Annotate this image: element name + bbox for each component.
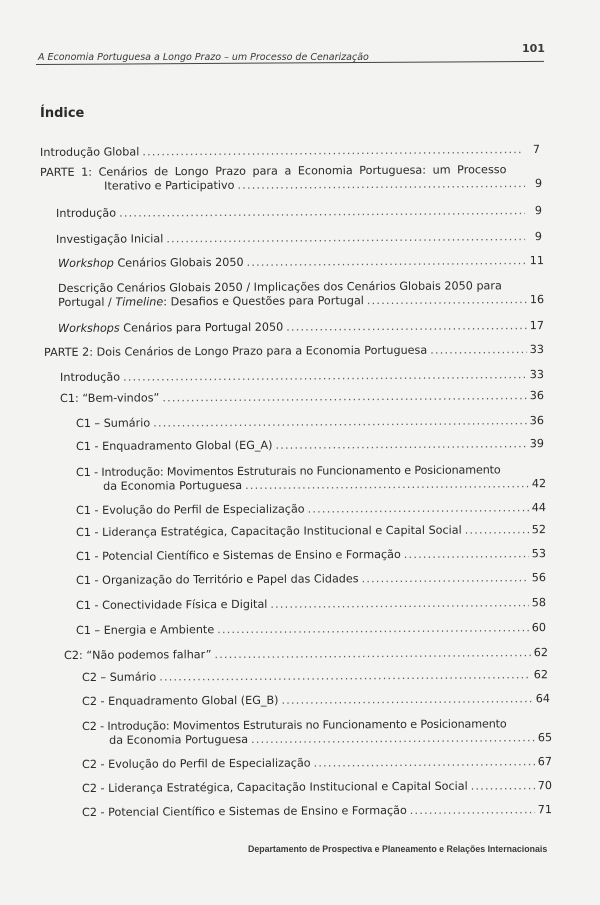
toc-entry-label: C2 - Liderança Estratégica, Capacitação Institucional e Capital Social	[82, 779, 468, 795]
toc-entry-label: C2: “Não podemos falhar”	[64, 648, 212, 662]
leader-dots	[270, 596, 528, 612]
toc-entry-label: C1 - Conectividade Física e Digital	[76, 597, 268, 612]
leader-dots	[465, 523, 529, 537]
leader-dots	[166, 230, 525, 246]
toc-entry[interactable]	[76, 571, 546, 588]
toc-entry-label: C1 - Introdução: Movimentos Estruturais no Funcionamento e Posicionamento	[76, 463, 501, 479]
toc-entry[interactable]	[76, 437, 544, 454]
toc-entry-page: 33	[529, 368, 545, 382]
toc-entry-label: Introdução	[60, 370, 121, 384]
toc-entry[interactable]	[76, 414, 544, 431]
toc-entry[interactable]	[44, 343, 544, 360]
toc-entry-label: C2 - Evolução do Perfil de Especialização	[82, 756, 311, 771]
toc-entry[interactable]	[58, 279, 544, 310]
toc-entry-page: 71	[537, 803, 553, 817]
toc-entry-label-cont: Portugal /	[58, 295, 116, 309]
toc-entry[interactable]	[76, 463, 546, 494]
toc-entry-page: 9	[534, 230, 543, 244]
running-title: A Economia Portuguesa a Longo Prazo – um Processo de Cenarização	[38, 52, 369, 63]
toc-entry-label: C2 - Introdução: Movimentos Estruturais no Funcionamento e Posicionamento	[82, 717, 507, 733]
toc-entry-page: 16	[529, 293, 545, 307]
leader-dots	[214, 646, 530, 662]
toc-entry-label: PARTE 1: Cenários de Longo Prazo para a Economia Portuguesa: um Processo	[40, 163, 507, 179]
toc-entry-label: C1 - Liderança Estratégica, Capacitação Institucional e Capital Social	[76, 523, 462, 539]
toc-entry[interactable]	[76, 501, 546, 518]
toc-entry-label: C1 - Enquadramento Global (EG_A)	[76, 438, 273, 453]
toc-entry[interactable]	[56, 230, 542, 247]
leader-dots	[430, 343, 527, 358]
toc-entry[interactable]	[76, 596, 546, 613]
toc-entry-label: Cenários Globais 2050	[113, 255, 244, 270]
toc-entry-label: C1 - Organização do Território e Papel das Cidades	[76, 572, 359, 587]
leader-dots	[362, 571, 529, 586]
toc-entry-label: C1 - Evolução do Perfil de Especialização	[76, 502, 305, 517]
toc-entry-label-cont: Iterativo e Participativo	[104, 178, 235, 193]
leader-dots	[245, 477, 529, 493]
toc-entry-page: 56	[531, 571, 547, 585]
toc-entry-page: 11	[529, 254, 545, 268]
toc-entry-page: 53	[531, 547, 547, 561]
toc-entry[interactable]	[82, 668, 548, 685]
leader-dots	[159, 668, 531, 684]
toc-entry-label-cont-b: : Desafios e Questões para Portugal	[163, 294, 364, 309]
toc-entry-page: 64	[535, 692, 551, 706]
toc-entry-page: 52	[531, 523, 547, 537]
page-title: Índice	[40, 106, 85, 121]
leader-dots	[410, 803, 535, 818]
toc-entry[interactable]	[82, 779, 552, 796]
toc-entry-page: 70	[537, 779, 553, 793]
leader-dots	[286, 319, 527, 334]
toc-entry-page: 17	[529, 319, 545, 333]
toc-entry[interactable]	[58, 319, 544, 336]
toc-entry-label-italic: Timeline	[115, 295, 164, 309]
page-footer: Departamento de Prospectiva e Planeamento e Relações Internacionais	[248, 844, 548, 854]
toc-entry-page: 44	[531, 501, 547, 515]
toc-entry-label: PARTE 2: Dois Cenários de Longo Prazo para a Economia Portuguesa	[44, 343, 428, 359]
toc-entry-label-cont: da Economia Portuguesa	[103, 478, 243, 493]
toc-entry-label: Cenários para Portugal 2050	[119, 320, 284, 335]
toc-entry[interactable]	[60, 368, 544, 385]
toc-entry[interactable]	[40, 143, 540, 160]
leader-dots	[308, 501, 529, 516]
toc-entry-label-italic: Workshop	[58, 256, 114, 270]
toc-entry-page: 9	[534, 204, 543, 218]
toc-entry-page: 58	[531, 596, 547, 610]
toc-entry-label-cont: da Economia Portuguesa	[109, 732, 249, 747]
toc-entry[interactable]	[82, 717, 552, 748]
leader-dots	[281, 692, 532, 708]
leader-dots	[314, 755, 535, 770]
leader-dots	[237, 177, 525, 193]
toc-entry[interactable]	[82, 755, 552, 772]
toc-entry-label: C1: “Bem-vindos”	[60, 391, 160, 405]
toc-entry[interactable]	[58, 254, 544, 271]
leader-dots	[153, 414, 527, 430]
toc-entry[interactable]	[64, 646, 548, 663]
toc-entry[interactable]	[82, 692, 550, 709]
leader-dots	[471, 779, 535, 793]
toc-entry-label: C2 - Enquadramento Global (EG_B)	[82, 693, 279, 708]
toc-entry-page: 62	[533, 668, 549, 682]
leader-dots	[251, 731, 535, 747]
toc-entry-page: 36	[529, 414, 545, 428]
toc-entry-page: 36	[529, 389, 545, 403]
toc-entry-page: 62	[533, 646, 549, 660]
toc-entry-page: 33	[529, 342, 545, 357]
toc-entry[interactable]	[76, 621, 546, 638]
toc-entry-page: 42	[531, 477, 547, 491]
toc-entry-page: 9	[534, 176, 543, 190]
toc-entry-label: C2 - Potencial Científico e Sistemas de Ensino e Formação	[82, 804, 407, 819]
toc-entry-label: Introdução	[56, 206, 117, 220]
toc-entry-page: 60	[531, 621, 547, 635]
toc-entry-label: C1 – Sumário	[76, 416, 151, 430]
toc-entry-label-italic: Workshops	[58, 321, 120, 335]
leader-dots	[217, 621, 529, 637]
leader-dots	[404, 547, 529, 562]
leader-dots	[162, 389, 527, 405]
leader-dots	[247, 254, 527, 270]
toc-entry-label: C1 – Energia e Ambiente	[76, 623, 215, 637]
toc-entry[interactable]	[76, 523, 546, 540]
leader-dots	[275, 437, 526, 453]
toc-entry-label: C2 – Sumário	[82, 670, 157, 684]
toc-entry[interactable]	[56, 204, 542, 221]
toc-entry-label: Descrição Cenários Globais 2050 / Implicações dos Cenários Globais 2050 para	[58, 279, 502, 295]
page-number: 101	[522, 42, 545, 55]
toc-entry-page: 67	[537, 755, 553, 769]
leader-dots	[367, 293, 527, 308]
toc-entry-label: Investigação Inicial	[56, 232, 164, 246]
toc-entry[interactable]	[76, 547, 546, 564]
toc-entry-label: C1 - Potencial Científico e Sistemas de Ensino e Formação	[76, 548, 401, 563]
toc-entry-page: 39	[529, 437, 545, 451]
toc-entry-page: 7	[532, 142, 541, 156]
toc-entry[interactable]	[40, 163, 542, 194]
leader-dots	[119, 204, 525, 220]
toc-entry-page: 65	[537, 731, 553, 745]
toc-entry[interactable]	[82, 803, 552, 820]
toc-entry[interactable]	[60, 389, 544, 406]
toc-entry-label: Introdução Global	[40, 145, 140, 159]
leader-dots	[142, 143, 523, 159]
leader-dots	[123, 368, 527, 384]
